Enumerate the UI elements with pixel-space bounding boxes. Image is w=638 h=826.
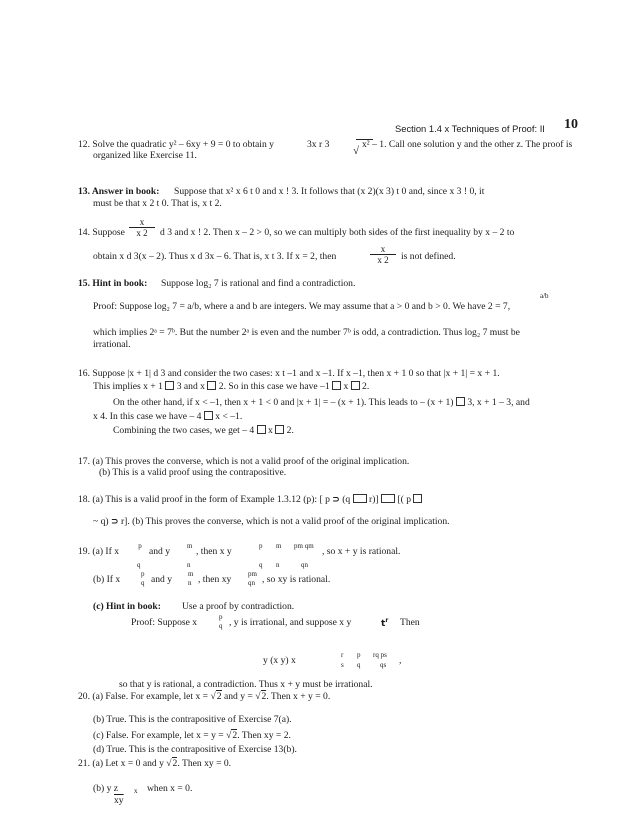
exercise-19a-2: and y <box>149 546 171 557</box>
exercise-19d-2: , y is irrational, and suppose x y <box>229 617 352 628</box>
exercise-12-rest: x² – 1. Call one solution y and the other z. The proof is <box>362 139 573 150</box>
exercise-19c-label: (c) Hint in book: <box>93 601 161 612</box>
exercise-15-line: Suppose log₂ 7 is rational and find a contradiction. <box>161 278 356 289</box>
numerator-p: p <box>259 542 263 550</box>
exercise-21b-2: when x = 0. <box>147 783 193 794</box>
exercise-19b-2: and y <box>151 574 173 585</box>
denominator-q: q <box>259 561 263 569</box>
exercise-16-line5: Combining the two cases, we get – 4 x 2. <box>113 425 294 436</box>
t-symbol: $t^r$ <box>381 617 389 629</box>
box-symbol <box>275 425 284 434</box>
denominator-qn: qn <box>248 579 255 587</box>
exercise-19d-3: Then <box>400 617 420 628</box>
fraction-p-over-q: p <box>138 542 142 550</box>
exercise-19c-line: Use a proof by contradiction. <box>182 601 295 612</box>
exponent-a-over-b: a/b <box>540 292 549 300</box>
exercise-18-line2: ~ q) ⊃ r]. (b) This proves the converse, which is not a valid proof of the original implication. <box>93 516 450 527</box>
exercise-16-line2: This implies x + 1 3 and x 2. So in this case we have –1 x 2. <box>93 381 370 392</box>
exercise-20a: 20. (a) False. For example, let x = √2 and y = √2. Then x + y = 0. <box>78 691 331 702</box>
exercise-19f: so that y is rational, a contradiction. Thus x + y must be irrational. <box>119 679 373 690</box>
exercise-16-line3: On the other hand, if x < –1, then x + 1 < 0 and |x + 1| = – (x + 1). This leads to – (x + 1) 3, x + 1 – 3, and <box>113 397 530 408</box>
exercise-12-line: 12. Solve the quadratic y² – 6xy + 9 = 0 to obtain y <box>78 139 274 150</box>
exercise-19b-1: (b) If x <box>93 574 121 585</box>
exercise-12-line2: organized like Exercise 11. <box>93 150 197 161</box>
denominator-qn: qn <box>301 561 308 569</box>
box-symbol <box>257 425 266 434</box>
exercise-13-line: Suppose that x² x 6 t 0 and x ! 3. It follows that (x 2)(x 3) t 0 and, since x 3 ! 0, it <box>174 186 485 197</box>
exercise-16-line4: x 4. In this case we have – 4 x < –1. <box>93 411 243 422</box>
numerator-pm-qm: pm qm <box>294 542 314 550</box>
exercise-15-line3: which implies 2ᵃ = 7ᵇ. But the number 2ᵃ is even and the number 7ᵇ is odd, a contradiction. Thus log₂ 7 must be <box>93 327 520 338</box>
exercise-16-line: 16. Suppose |x + 1| d 3 and consider the two cases: x t –1 and x –1. If x –1, then x + 1 0 so that |x + 1| = x + 1. <box>78 368 500 379</box>
box-symbol <box>332 381 341 390</box>
exercise-14-line2: obtain x d 3(x – 2). Thus x d 3x – 6. That is, x t 3. If x = 2, then <box>93 251 337 262</box>
numerator-pm: pm <box>248 570 257 578</box>
exercise-14-line: d 3 and x ! 2. Then x – 2 > 0, so we can multiply both sides of the first inequality by x – 2 to <box>160 227 515 238</box>
exercise-21b-1: (b) y z <box>93 783 119 794</box>
exercise-21b-den: $\overline{xy}$ <box>114 795 124 806</box>
exercise-19b-4: , so xy is rational. <box>262 574 331 585</box>
exercise-13-line2: must be that x 2 t 0. That is, x t 2. <box>93 198 222 209</box>
exercise-14-end: is not defined. <box>401 251 456 262</box>
exercise-19b-3: , then xy <box>198 574 232 585</box>
exercise-12-expr: 3x r 3 <box>307 139 330 150</box>
exercise-20c: (c) False. For example, let x = y = √2. Then xy = 2. <box>93 730 291 741</box>
exercise-13-label: 13. Answer in book: <box>78 186 160 197</box>
denominator-q: q <box>137 561 141 569</box>
exercise-15-line4: irrational. <box>93 339 131 350</box>
exercise-19e-expr: y (x y) x <box>263 655 296 666</box>
numerator-p: p <box>219 613 223 621</box>
numerator-r: r <box>341 651 344 659</box>
box-symbol <box>204 411 213 420</box>
box-symbol <box>351 381 360 390</box>
page-number: 10 <box>564 117 578 132</box>
exercise-15-label: 15. Hint in book: <box>78 278 148 289</box>
exercise-15-proof: Proof: Suppose log₂ 7 = a/b, where a and b are integers. We may assume that a > 0 and b > 0. We have 2 = 7, <box>93 301 511 312</box>
exercise-14-pre: 14. Suppose <box>78 227 125 238</box>
numerator-m: m <box>187 542 193 550</box>
exercise-19a-3: , then x y <box>196 546 232 557</box>
exercise-19a-4: , so x + y is rational. <box>322 546 401 557</box>
subscript-x: x <box>134 787 138 795</box>
exercise-20b: (b) True. This is the contrapositive of Exercise 7(a). <box>93 714 292 725</box>
numerator-rq-ps: rq ps <box>373 651 387 659</box>
denominator-s: s <box>341 661 344 669</box>
box-symbol <box>207 381 216 390</box>
section-header: Section 1.4 x Techniques of Proof: II <box>395 123 545 134</box>
box-symbol <box>456 397 465 406</box>
exercise-21a: 21. (a) Let x = 0 and y √2. Then xy = 0. <box>78 758 232 769</box>
box-symbol <box>381 494 395 503</box>
numerator-p: p <box>141 570 145 578</box>
numerator-m: m <box>276 542 282 550</box>
exercise-19a-1: 19. (a) If x <box>78 546 120 557</box>
denominator-q: q <box>219 622 223 630</box>
numerator-m: m <box>188 570 194 578</box>
box-symbol <box>413 494 422 503</box>
denominator-q: q <box>141 579 145 587</box>
denominator-qs: qs <box>380 661 387 669</box>
comma: , <box>399 655 402 666</box>
denominator-n: n <box>276 561 280 569</box>
radical-symbol: √ <box>353 145 360 157</box>
exercise-20d: (d) True. This is the contrapositive of Exercise 13(b). <box>93 744 297 755</box>
denominator-n: n <box>187 561 191 569</box>
fraction-x-over-x-minus-2-b: $\frac{x}{x 2}$ <box>370 244 396 265</box>
box-symbol <box>353 494 367 503</box>
exercise-19d-1: Proof: Suppose x <box>131 617 198 628</box>
exercise-17b: (b) This is a valid proof using the contrapositive. <box>99 467 287 478</box>
exercise-17a: 17. (a) This proves the converse, which is not a valid proof of the original implication. <box>78 456 410 467</box>
box-symbol <box>165 381 174 390</box>
numerator-p: p <box>357 651 361 659</box>
denominator-q: q <box>357 661 361 669</box>
denominator-n: n <box>188 579 192 587</box>
exercise-18-line: 18. (a) This is a valid proof in the form of Example 1.3.12 (p): [ p ⊃ (q r)] [( p <box>78 494 422 506</box>
fraction-x-over-x-minus-2: $\frac{x}{x 2}$ <box>129 217 155 238</box>
